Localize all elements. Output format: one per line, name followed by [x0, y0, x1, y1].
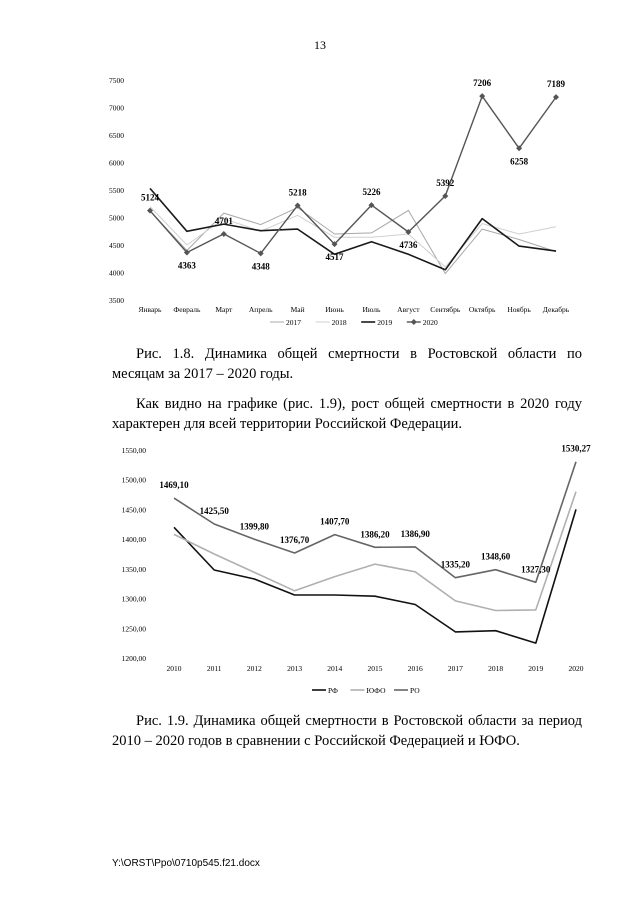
x-tick-label: 2017: [447, 664, 463, 673]
x-tick-label: Октябрь: [468, 305, 496, 314]
data-label: 4363: [177, 260, 196, 271]
data-label: 1399,80: [239, 521, 270, 532]
body-paragraph: Как видно на графике (рис. 1.9), рост общей смертности в 2020 году характерен для всей территории Российской Федерации.: [112, 396, 582, 432]
chart-legend: [312, 686, 420, 695]
x-tick-label: 2018: [488, 664, 504, 673]
data-label: 5124: [141, 192, 159, 203]
x-tick-label: Август: [397, 305, 420, 314]
y-tick-label: 4500: [109, 241, 124, 250]
x-tick-label: Декабрь: [542, 305, 570, 314]
data-label: 4701: [214, 215, 233, 226]
data-label: 5218: [288, 187, 307, 198]
x-tick-label: Март: [215, 305, 233, 314]
legend-label: 2019: [377, 318, 393, 327]
y-tick-label: 3500: [109, 296, 124, 305]
y-tick-label: 1350,00: [121, 564, 146, 574]
chart-legend: [270, 318, 438, 327]
data-label: 1376,70: [279, 534, 310, 545]
legend-label: ЮФО: [366, 686, 386, 695]
x-tick-label: Февраль: [173, 305, 201, 314]
x-tick-label: 2015: [367, 664, 383, 673]
page-number: 13: [314, 38, 326, 52]
y-tick-label: 1450,00: [121, 505, 146, 515]
legend-label: РО: [410, 686, 420, 695]
series-line-2019: [150, 188, 556, 272]
x-tick-label: Ноябрь: [507, 305, 531, 314]
x-tick-label: Сентябрь: [430, 305, 461, 314]
x-tick-label: 2014: [327, 664, 343, 673]
data-label: 4736: [399, 240, 418, 251]
data-label: 1469,10: [159, 480, 189, 491]
y-tick-label: 4000: [109, 268, 124, 278]
x-tick-label: 2013: [287, 664, 303, 673]
y-tick-label: 1200,00: [121, 654, 146, 663]
series-line-2018: [150, 207, 556, 268]
data-label: 5392: [436, 177, 455, 188]
y-tick-label: 1550,00: [121, 446, 146, 455]
yearly-mortality-chart: [0, 438, 640, 708]
x-tick-label: 2016: [407, 664, 423, 673]
x-tick-label: 2012: [246, 664, 262, 673]
y-tick-label: 1300,00: [121, 594, 146, 604]
data-label: 7189: [547, 79, 565, 90]
data-label: 7206: [473, 78, 492, 89]
data-label: 5226: [362, 187, 381, 198]
data-label: 1386,90: [400, 528, 430, 539]
x-tick-label: Январь: [138, 305, 162, 314]
data-label: 1530,27: [561, 443, 591, 454]
x-tick-label: Июль: [362, 305, 381, 314]
y-tick-label: 1400,00: [121, 535, 146, 545]
data-point: [221, 231, 227, 237]
x-tick-label: 2011: [206, 664, 222, 673]
legend-label: 2018: [331, 318, 347, 327]
data-label: 1386,20: [360, 529, 390, 540]
legend-marker: [411, 319, 417, 325]
legend-label: РФ: [328, 686, 338, 695]
x-tick-label: 2020: [568, 664, 584, 673]
x-tick-label: Июнь: [325, 305, 344, 314]
data-label: 1425,50: [199, 505, 229, 516]
y-tick-label: 1500,00: [121, 475, 146, 485]
legend-label: 2020: [422, 318, 438, 327]
x-tick-label: Май: [290, 305, 305, 314]
x-tick-label: Апрель: [248, 305, 273, 314]
x-tick-label: 2019: [528, 664, 544, 673]
data-label: 1335,20: [440, 559, 471, 570]
data-label: 1327,30: [521, 564, 551, 575]
y-tick-label: 5500: [109, 186, 124, 195]
monthly-mortality-chart: [0, 60, 640, 340]
data-label: 1407,70: [320, 516, 350, 527]
data-label: 4348: [251, 261, 270, 272]
y-tick-label: 6500: [109, 131, 124, 140]
x-tick-label: 2010: [166, 664, 182, 673]
y-tick-label: 7500: [109, 76, 124, 85]
y-tick-label: 7000: [109, 103, 124, 113]
y-tick-label: 1250,00: [121, 624, 146, 634]
figure-1-9-caption: Рис. 1.9. Динамика общей смертности в Ростовской области за период 2010 – 2020 годов в сравнении с Российской Федерацией и ЮФО.: [112, 713, 582, 749]
series-line-ЮФО: [174, 492, 576, 611]
file-path-footer: Y:\ORST\Ppo\0710p545.f21.docx: [112, 858, 260, 869]
series-line-2020: [150, 96, 556, 253]
figure-1-8-caption: Рис. 1.8. Динамика общей смертности в Ростовской области по месяцам за 2017 – 2020 годы.: [112, 346, 582, 382]
y-tick-label: 6000: [109, 158, 124, 168]
data-label: 4517: [325, 252, 344, 263]
legend-label: 2017: [286, 318, 301, 327]
y-tick-label: 5000: [109, 213, 124, 223]
data-label: 6258: [510, 156, 529, 167]
data-label: 1348,60: [480, 551, 511, 562]
